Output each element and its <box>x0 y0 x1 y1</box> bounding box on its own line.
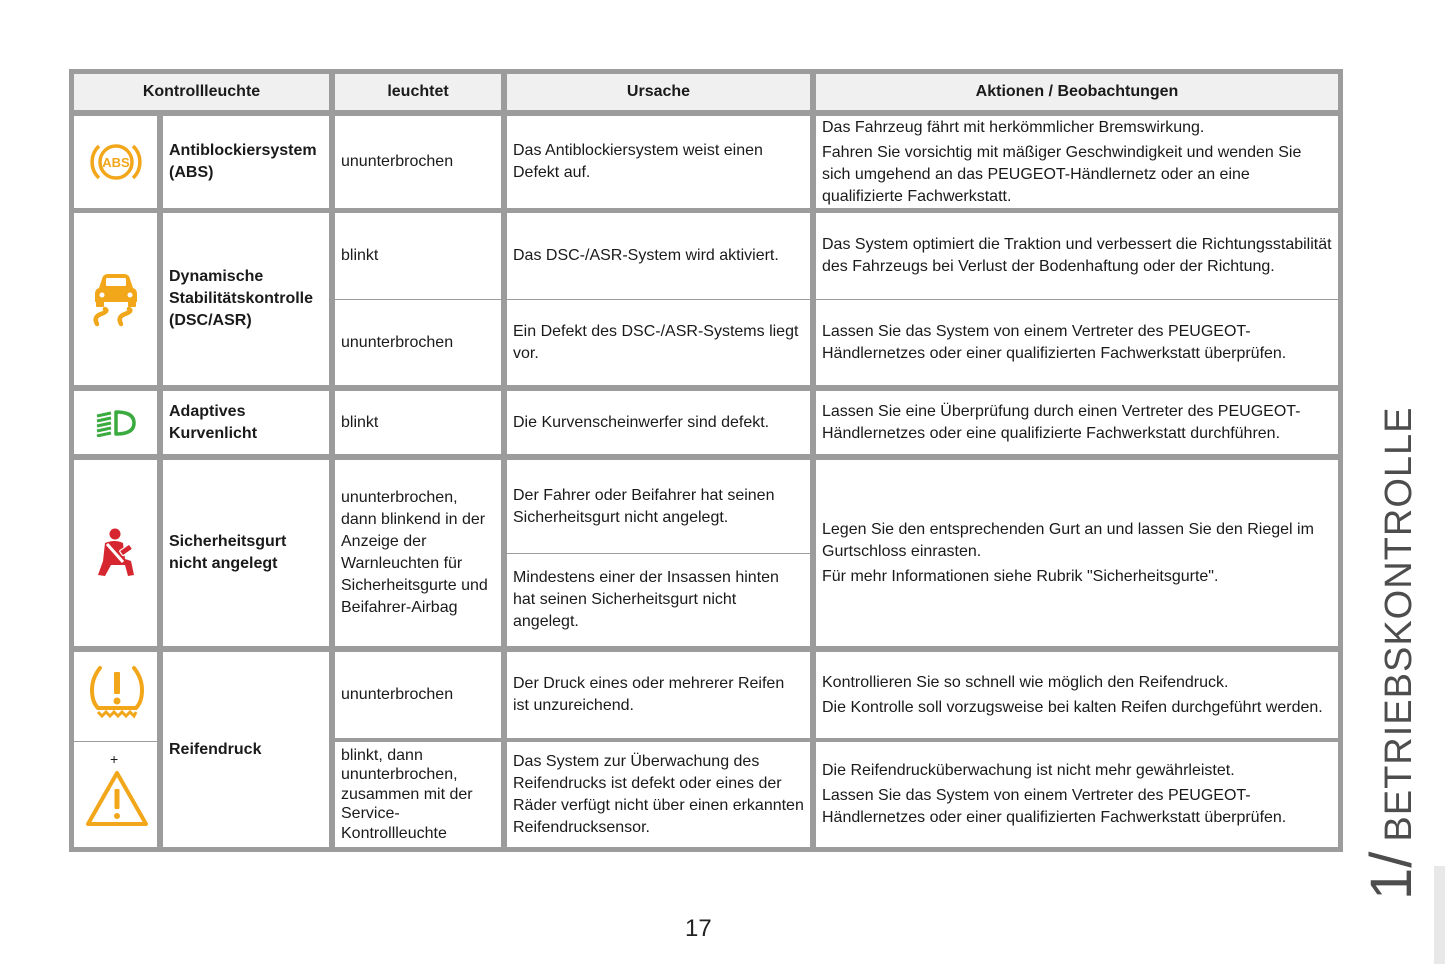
tyre-action-2b: Lassen Sie das System von einem Vertreter des PEUGEOT-Händlernetzes oder einer qualifizierten Fachwerkstatt überprüfen. <box>822 787 1287 826</box>
chapter-side-label <box>1358 407 1425 901</box>
dsc-cause-1: Das DSC-/ASR-System wird aktiviert. <box>507 213 810 299</box>
tyre-action-2a: Die Reifendrucküberwachung ist nicht mehr gewährleistet. <box>822 762 1235 779</box>
svg-text:ABS: ABS <box>101 155 130 170</box>
curve-light-name: Adaptives Kurvenlicht <box>163 391 329 454</box>
curve-light-cause: Die Kurvenscheinwerfer sind defekt. <box>507 391 810 454</box>
curve-light-action: Lassen Sie eine Überprüfung durch einen Vertreter des PEUGEOT-Händlernetzes oder eine qualifizierte Fachwerkstatt durchführen. <box>816 391 1338 454</box>
seatbelt-actions <box>816 460 1338 646</box>
tyre-cause-2: Das System zur Überwachung des Reifendrucks ist defekt oder eines der Räder verfügt nicht über einen erkannten Reifendrucksensor. <box>507 742 810 847</box>
tyre-action-1b: Die Kontrolle soll vorzugsweise bei kalten Reifen durchgeführt werden. <box>822 698 1323 716</box>
curve-light-lights: blinkt <box>335 391 501 454</box>
abs-action-2: Fahren Sie vorsichtig mit mäßiger Geschwindigkeit und wenden Sie sich umgehend an das PEUGEOT-Händlernetz oder an eine qualifizierte Fachwerkstatt. <box>822 143 1302 205</box>
dsc-action-1: Das System optimiert die Traktion und verbessert die Richtungsstabilität des Fahrzeugs bei Verlust der Bodenhaftung oder der Richtung. <box>816 213 1338 299</box>
tyre-action-1a: Kontrollieren Sie so schnell wie möglich den Reifendruck. <box>822 673 1229 691</box>
dsc-lights-2: ununterbrochen <box>335 300 501 385</box>
abs-lights: ununterbrochen <box>335 116 501 208</box>
abs-cause: Das Antiblockiersystem weist einen Defekt auf. <box>507 116 810 208</box>
seatbelt-cause-1: Der Fahrer oder Beifahrer hat seinen Sicherheitsgurt nicht angelegt. <box>507 460 810 553</box>
dsc-lights-1: blinkt <box>335 213 501 299</box>
curve-light-icon-cell <box>74 391 157 454</box>
abs-warning-icon <box>89 140 143 184</box>
tyre-actions-1 <box>816 652 1338 738</box>
dsc-action-2: Lassen Sie das System von einem Vertreter des PEUGEOT-Händlernetzes oder einer qualifizierten Fachwerkstatt überprüfen. <box>816 300 1338 385</box>
page-number: 17 <box>685 915 712 942</box>
page-edge-shadow <box>1434 866 1445 964</box>
seatbelt-action-2: Für mehr Informationen siehe Rubrik "Sicherheitsgurte". <box>822 567 1219 585</box>
tyre-name: Reifendruck <box>163 652 329 847</box>
abs-icon-cell <box>74 116 157 208</box>
tyre-pressure-icon <box>88 664 146 720</box>
chapter-number: 1/ <box>1359 851 1424 900</box>
dsc-cause-2: Ein Defekt des DSC-/ASR-Systems liegt vor. <box>507 300 810 385</box>
cornering-light-icon <box>94 409 138 437</box>
tyre-actions-2 <box>816 742 1338 847</box>
tyre-icon-cell <box>74 652 157 847</box>
dsc-icon-cell <box>74 213 157 385</box>
seatbelt-lights: ununterbrochen, dann blinkend in der Anzeige der Warnleuchten für Sicherheitsgurte und Beifahrer-Airbag <box>335 460 501 646</box>
header-kontrollleuchte: Kontrollleuchte <box>74 74 329 110</box>
seatbelt-cause-2: Mindestens einer der Insassen hinten hat seinen Sicherheitsgurt nicht angelegt. <box>507 554 810 646</box>
tyre-lights-1: ununterbrochen <box>335 652 501 738</box>
tyre-cause-1: Der Druck eines oder mehrerer Reifen ist unzureichend. <box>507 652 810 738</box>
skidding-car-icon <box>91 271 141 327</box>
chapter-title: BETRIEBSKONTROLLE <box>1378 406 1420 842</box>
abs-action-1: Das Fahrzeug fährt mit herkömmlicher Bremswirkung. <box>822 118 1205 136</box>
header-aktionen: Aktionen / Beobachtungen <box>816 74 1338 110</box>
abs-actions <box>816 116 1338 208</box>
tyre-lights-2: blinkt, dann ununterbrochen, zusammen mit der Service-Kontrollleuchte <box>335 742 501 847</box>
header-ursache: Ursache <box>507 74 810 110</box>
warning-lights-table <box>69 69 1343 852</box>
plus-sign: + <box>110 751 119 767</box>
tyre-icon-divider <box>74 741 157 742</box>
seatbelt-icon-cell <box>74 460 157 646</box>
dsc-name: Dynamische Stabilitätskontrolle (DSC/ASR) <box>163 213 329 385</box>
header-leuchtet: leuchtet <box>335 74 501 110</box>
abs-name: Antiblockiersystem (ABS) <box>163 116 329 208</box>
seatbelt-icon <box>93 527 139 579</box>
seatbelt-name: Sicherheitsgurt nicht angelegt <box>163 460 329 646</box>
warning-triangle-icon <box>85 769 149 827</box>
seatbelt-action-1: Legen Sie den entsprechenden Gurt an und lassen Sie den Riegel im Gurtschloss einrasten. <box>822 520 1314 560</box>
